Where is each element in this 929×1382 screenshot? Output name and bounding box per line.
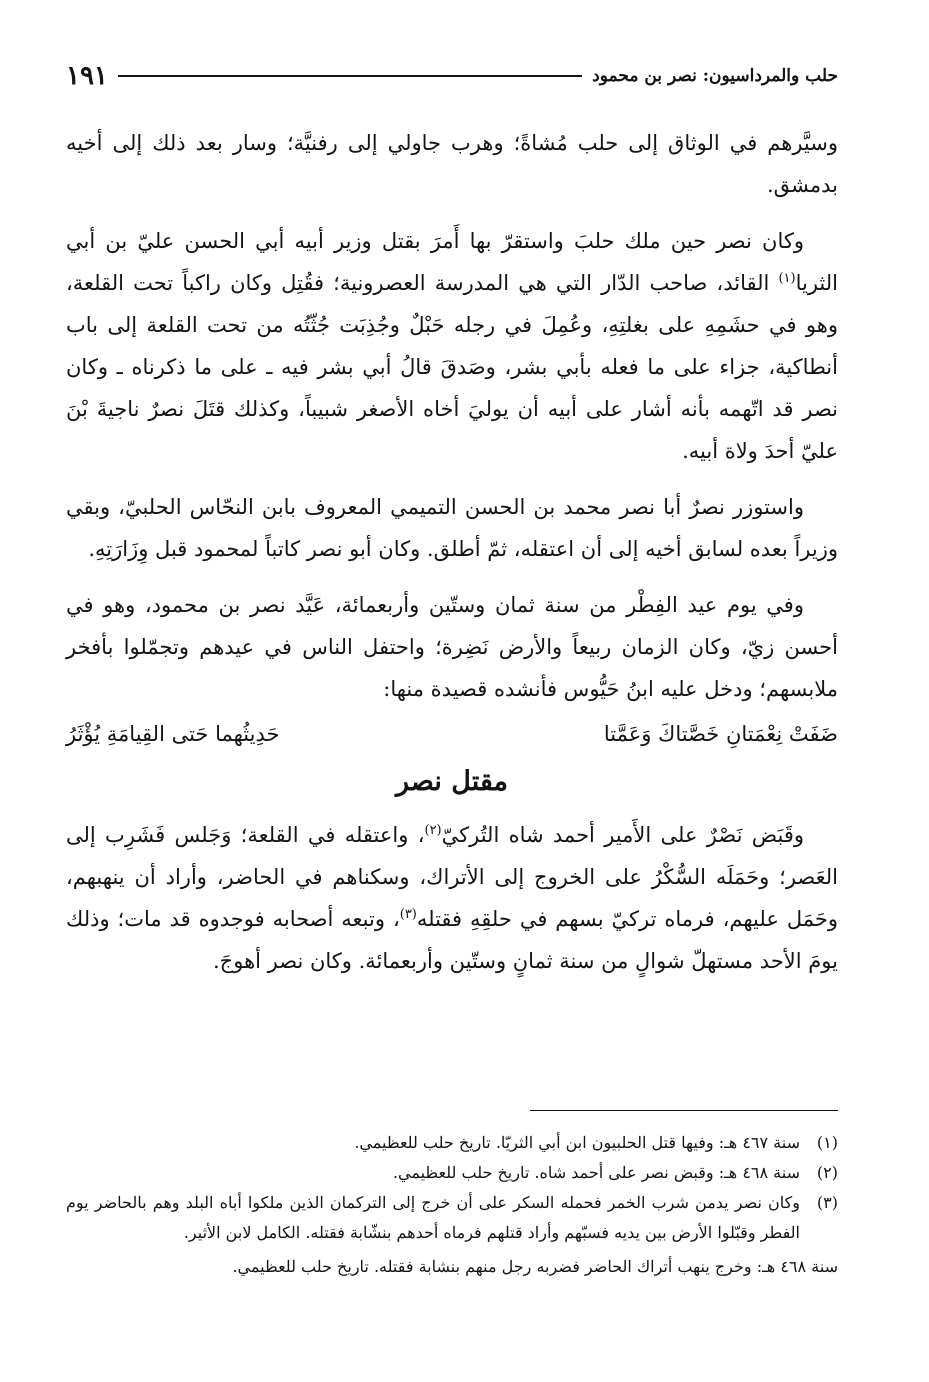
verse-second-hemistich: حَدِيثُهما حَتى القِيامَةِ يُؤْثَرُ bbox=[66, 722, 280, 746]
footnote-number: (٢) bbox=[816, 1163, 838, 1182]
running-title: حلب والمرداسيون: نصر بن محمود bbox=[592, 66, 838, 86]
footnote-separator bbox=[530, 1110, 838, 1111]
main-text bbox=[66, 122, 838, 996]
paragraph bbox=[66, 220, 838, 472]
footnote-reference[interactable]: (٣) bbox=[399, 907, 417, 922]
footnote-reference[interactable]: (٢) bbox=[424, 823, 442, 838]
paragraph-text: ، واعتقله في القلعة؛ وَجَلس فَشَرِب إلى العَصر؛ وحَمَلَه السُّكْرُ على الخروج إلى الأتراك، وسكناهم في الحاضر، وأراد أن ينهبهم، وحَمَل عليهم، فرماه تركيّ بسهم في حلقِهِ فقتله bbox=[66, 823, 838, 931]
page-header bbox=[66, 58, 838, 94]
footnote-text: سنة ٤٦٧ هـ: وفيها قتل الحلبيون ابن أبي الثريّا. تاريخ حلب للعظيمي. bbox=[354, 1133, 800, 1152]
paragraph bbox=[66, 814, 838, 982]
paragraph-text: القائد، صاحب الدّار التي هي المدرسة العصرونية؛ فقُتِل وكان راكباً تحت القلعة، وهو في حشَمِهِ على بغلتِهِ، وعُمِلَ في رجله حَبْلٌ وجُذِبَت جُثّتُه من تحت القلعة إلى باب أنطاكية، جزاء على ما فعله بأبي بشر، وصَدقَ قالُ أبي بشر فيه ـ على ما ذكرناه ـ bbox=[66, 271, 838, 379]
paragraph-text: ، وتبعه أصحابه فوجدوه قد مات؛ وذلك يومَ الأحد مستهلّ شوالٍ من سنة ثمانٍ وستّين وأربعمائة. وكان نصر أهوجَ. bbox=[66, 907, 838, 973]
paragraph-text: وكان نصر حين ملك حلبَ واستقرّ بها أَمرَ بقتل وزير أبيه أبي الحسن عليّ بن أبي الثريا bbox=[66, 229, 838, 295]
paragraph: وفي يوم عيد الفِطْر من سنة ثمان وستّين وأربعمائة، عَيَّد نصر بن محمود، وهو في أحسن زيّ، وكان الزمان ربيعاً والأرض نَضِرة؛ واحتفل الناس في عيدهم وتجمّلوا بأفخر ملابسهم؛ ودخل عليه ابنُ حَيُّوس فأنشده قصيدة منها: bbox=[66, 593, 838, 701]
footnote-text: سنة ٤٦٨ هـ: وقبض نصر على أحمد شاه. تاريخ حلب للعظيمي. bbox=[392, 1163, 800, 1182]
header-rule bbox=[118, 75, 582, 77]
footnote bbox=[66, 1158, 838, 1188]
paragraph: وسيَّرهم في الوثاق إلى حلب مُشاةً؛ وهرب جاولي إلى رفنيَّة؛ وسار بعد ذلك إلى أخيه بدمشق. bbox=[66, 131, 838, 197]
footnote bbox=[66, 1188, 838, 1248]
footnote-text: وكان نصر يدمن شرب الخمر فحمله السكر على أن خرج إلى التركمان الذين ملكوا أباه البلد وهم بالحاضر يوم الفطر وقبّلوا الأرض بين يديه فسبّهم وأراد قتلهم فرماه أحدهم بنشّابة فقتله. الكامل لابن الأثير. bbox=[66, 1193, 800, 1242]
section-heading: مقتل نصر bbox=[396, 766, 508, 797]
footnote-reference[interactable]: (١) bbox=[778, 271, 796, 286]
footnotes bbox=[66, 1128, 838, 1282]
footnote-number: (٣) bbox=[816, 1193, 838, 1212]
footnote-number: (١) bbox=[816, 1133, 838, 1152]
page-number: ١٩١ bbox=[66, 61, 108, 91]
footnote-continuation: سنة ٤٦٨ هـ: وخرج ينهب أتراك الحاضر فضربه رجل منهم بنشابة فقتله. تاريخ حلب للعظيمي. bbox=[232, 1257, 838, 1276]
poem-verse bbox=[66, 714, 838, 754]
paragraph: واستوزر نصرٌ أبا نصر محمد بن الحسن التميمي المعروف بابن النحّاس الحلبيّ، وبقي وزيراً بعده لسابق أخيه إلى أن اعتقله، ثمّ أطلق. وكان أبو نصر كاتباً لمحمود قبل وِزَارَتِهِ. bbox=[66, 495, 838, 561]
paragraph-text: وقَبَض نَصْرٌ على الأَمير أحمد شاه التُركيّ bbox=[441, 823, 805, 847]
footnote bbox=[66, 1128, 838, 1158]
verse-first-hemistich: ضَفَتْ نِعْمَتانِ خَصَّتاكَ وَعَمَّتا bbox=[603, 722, 838, 746]
paragraph-text: وكان نصر قد اتّهمه بأنه أشار على أبيه أن يوليَ أخاه الأصغر شبيباً، وكذلك قتَلَ نصرٌ ناجيةَ بْنَ عليّ أحدَ ولاة أبيه. bbox=[66, 355, 838, 463]
